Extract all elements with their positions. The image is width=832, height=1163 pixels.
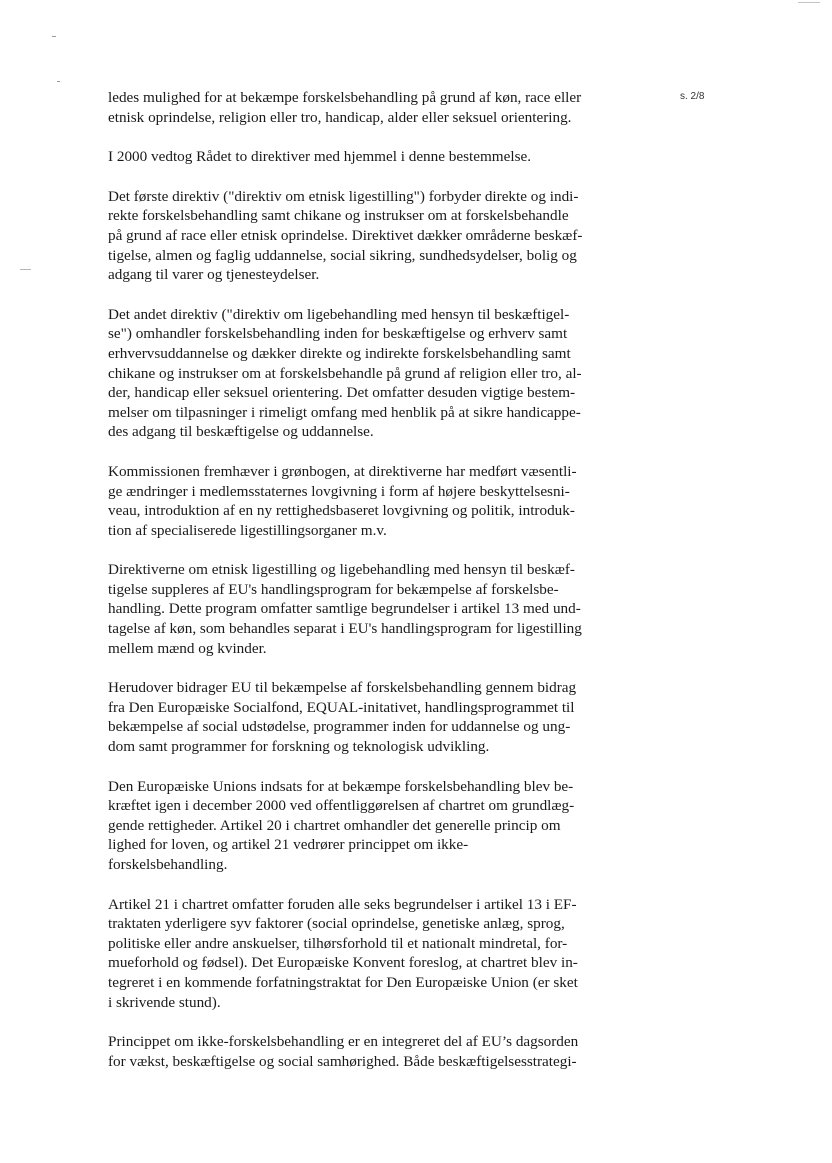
scan-speck (798, 2, 820, 3)
page-number: s. 2/8 (680, 91, 705, 102)
paragraph (108, 88, 628, 127)
text-line: veau, introduktion af en ny rettighedsbaseret lovgivning og politik, introduk- (108, 502, 575, 520)
paragraph (108, 187, 628, 285)
text-line: des adgang til beskæftigelse og uddannelse. (108, 423, 374, 441)
text-line: kræftet igen i december 2000 ved offentliggørelsen af chartret om grundlæg- (108, 797, 575, 815)
text-line: mueforhold og fødsel). Det Europæiske Konvent foreslog, at chartret blev in- (108, 954, 578, 972)
text-line: tegreret i en kommende forfatningstraktat for Den Europæiske Union (er sket (108, 973, 578, 991)
text-line: traktaten yderligere syv faktorer (social oprindelse, genetiske anlæg, sprog, (108, 915, 565, 933)
text-line: rekte forskelsbehandling samt chikane og instrukser om at forskelsbehandle (108, 207, 569, 225)
paragraph (108, 1032, 628, 1071)
paragraph (108, 462, 628, 540)
text-line: tagelse af køn, som behandles separat i EU's handlingsprogram for ligestilling (108, 620, 582, 638)
text-line: for vækst, beskæftigelse og social samhørighed. Både beskæftigelsesstrategi- (108, 1052, 577, 1070)
paragraph (108, 560, 628, 658)
text-line: der, handicap eller seksuel orientering. Det omfatter desuden vigtige bestem- (108, 384, 576, 402)
paragraph (108, 147, 628, 167)
scan-speck (20, 269, 31, 270)
text-line: Det første direktiv ("direktiv om etnisk ligestilling") forbyder direkte og indi- (108, 187, 579, 205)
text-line: Kommissionen fremhæver i grønbogen, at direktiverne har medført væsentli- (108, 462, 577, 480)
text-line: ge ændringer i medlemsstaternes lovgivning i form af højere beskyttelsesni- (108, 482, 570, 500)
text-line: tion af specialiserede ligestillingsorganer m.v. (108, 521, 387, 539)
text-line: chikane og instrukser om at forskelsbehandle på grund af religion eller tro, al- (108, 364, 582, 382)
text-line: ledes mulighed for at bekæmpe forskelsbehandling på grund af køn, race eller (108, 89, 582, 106)
scan-speck (52, 36, 56, 37)
document-body (108, 88, 628, 1091)
text-line: se") omhandler forskelsbehandling inden for beskæftigelse og erhverv samt (108, 325, 568, 343)
paragraph (108, 678, 628, 756)
text-line: forskelsbehandling. (108, 856, 228, 873)
text-line: adgang til varer og tjenesteydelser. (108, 266, 320, 284)
text-line: Artikel 21 i chartret omfatter foruden alle seks begrundelser i artikel 13 i EF- (108, 895, 577, 913)
text-line: Herudover bidrager EU til bekæmpelse af forskelsbehandling gennem bidrag (108, 679, 577, 697)
text-line: fra Den Europæiske Socialfond, EQUAL-initativet, handlingsprogrammet til (108, 698, 575, 716)
text-line: I 2000 vedtog Rådet to direktiver med hjemmel i denne bestemmelse. (108, 148, 532, 166)
paragraph (108, 895, 628, 1013)
text-line: bekæmpelse af social udstødelse, programmer inden for uddannelse og ung- (108, 718, 571, 736)
text-line: Det andet direktiv ("direktiv om ligebehandling med hensyn til beskæftigel- (108, 305, 570, 323)
text-line: dom samt programmer for forskning og teknologisk udvikling. (108, 738, 490, 756)
text-line: gende rettigheder. Artikel 20 i chartret omhandler det generelle princip om (108, 816, 561, 834)
text-line: melser om tilpasninger i rimeligt omfang med henblik på at sikre handicappe- (108, 403, 581, 421)
text-line: tigelse suppleres af EU's handlingsprogram for bekæmpelse af forskelsbe- (108, 580, 559, 598)
text-line: politiske eller andre anskuelser, tilhørsforhold til et nationalt mindretal, for- (108, 934, 568, 952)
text-line: handling. Dette program omfatter samtlige begrundelser i artikel 13 med und- (108, 600, 581, 618)
text-line: erhvervsuddannelse og dækker direkte og indirekte forskelsbehandling samt (108, 344, 571, 362)
text-line: på grund af race eller etnisk oprindelse. Direktivet dækker områderne beskæf- (108, 226, 583, 244)
text-line: lighed for loven, og artikel 21 vedrører princippet om ikke- (108, 836, 469, 854)
text-line: mellem mænd og kvinder. (108, 639, 267, 657)
text-line: Princippet om ikke-forskelsbehandling er en integreret del af EU’s dagsorden (108, 1033, 579, 1051)
text-line: Den Europæiske Unions indsats for at bekæmpe forskelsbehandling blev be- (108, 777, 574, 795)
paragraph (108, 777, 628, 875)
paragraph (108, 305, 628, 442)
scan-speck (57, 81, 60, 82)
text-line: Direktiverne om etnisk ligestilling og ligebehandling med hensyn til beskæf- (108, 561, 575, 579)
text-line: tigelse, almen og faglig uddannelse, social sikring, sundhedsydelser, bolig og (108, 246, 577, 264)
text-line: i skrivende stund). (108, 993, 221, 1011)
text-line: etnisk oprindelse, religion eller tro, handicap, alder eller seksuel orientering. (108, 108, 572, 126)
